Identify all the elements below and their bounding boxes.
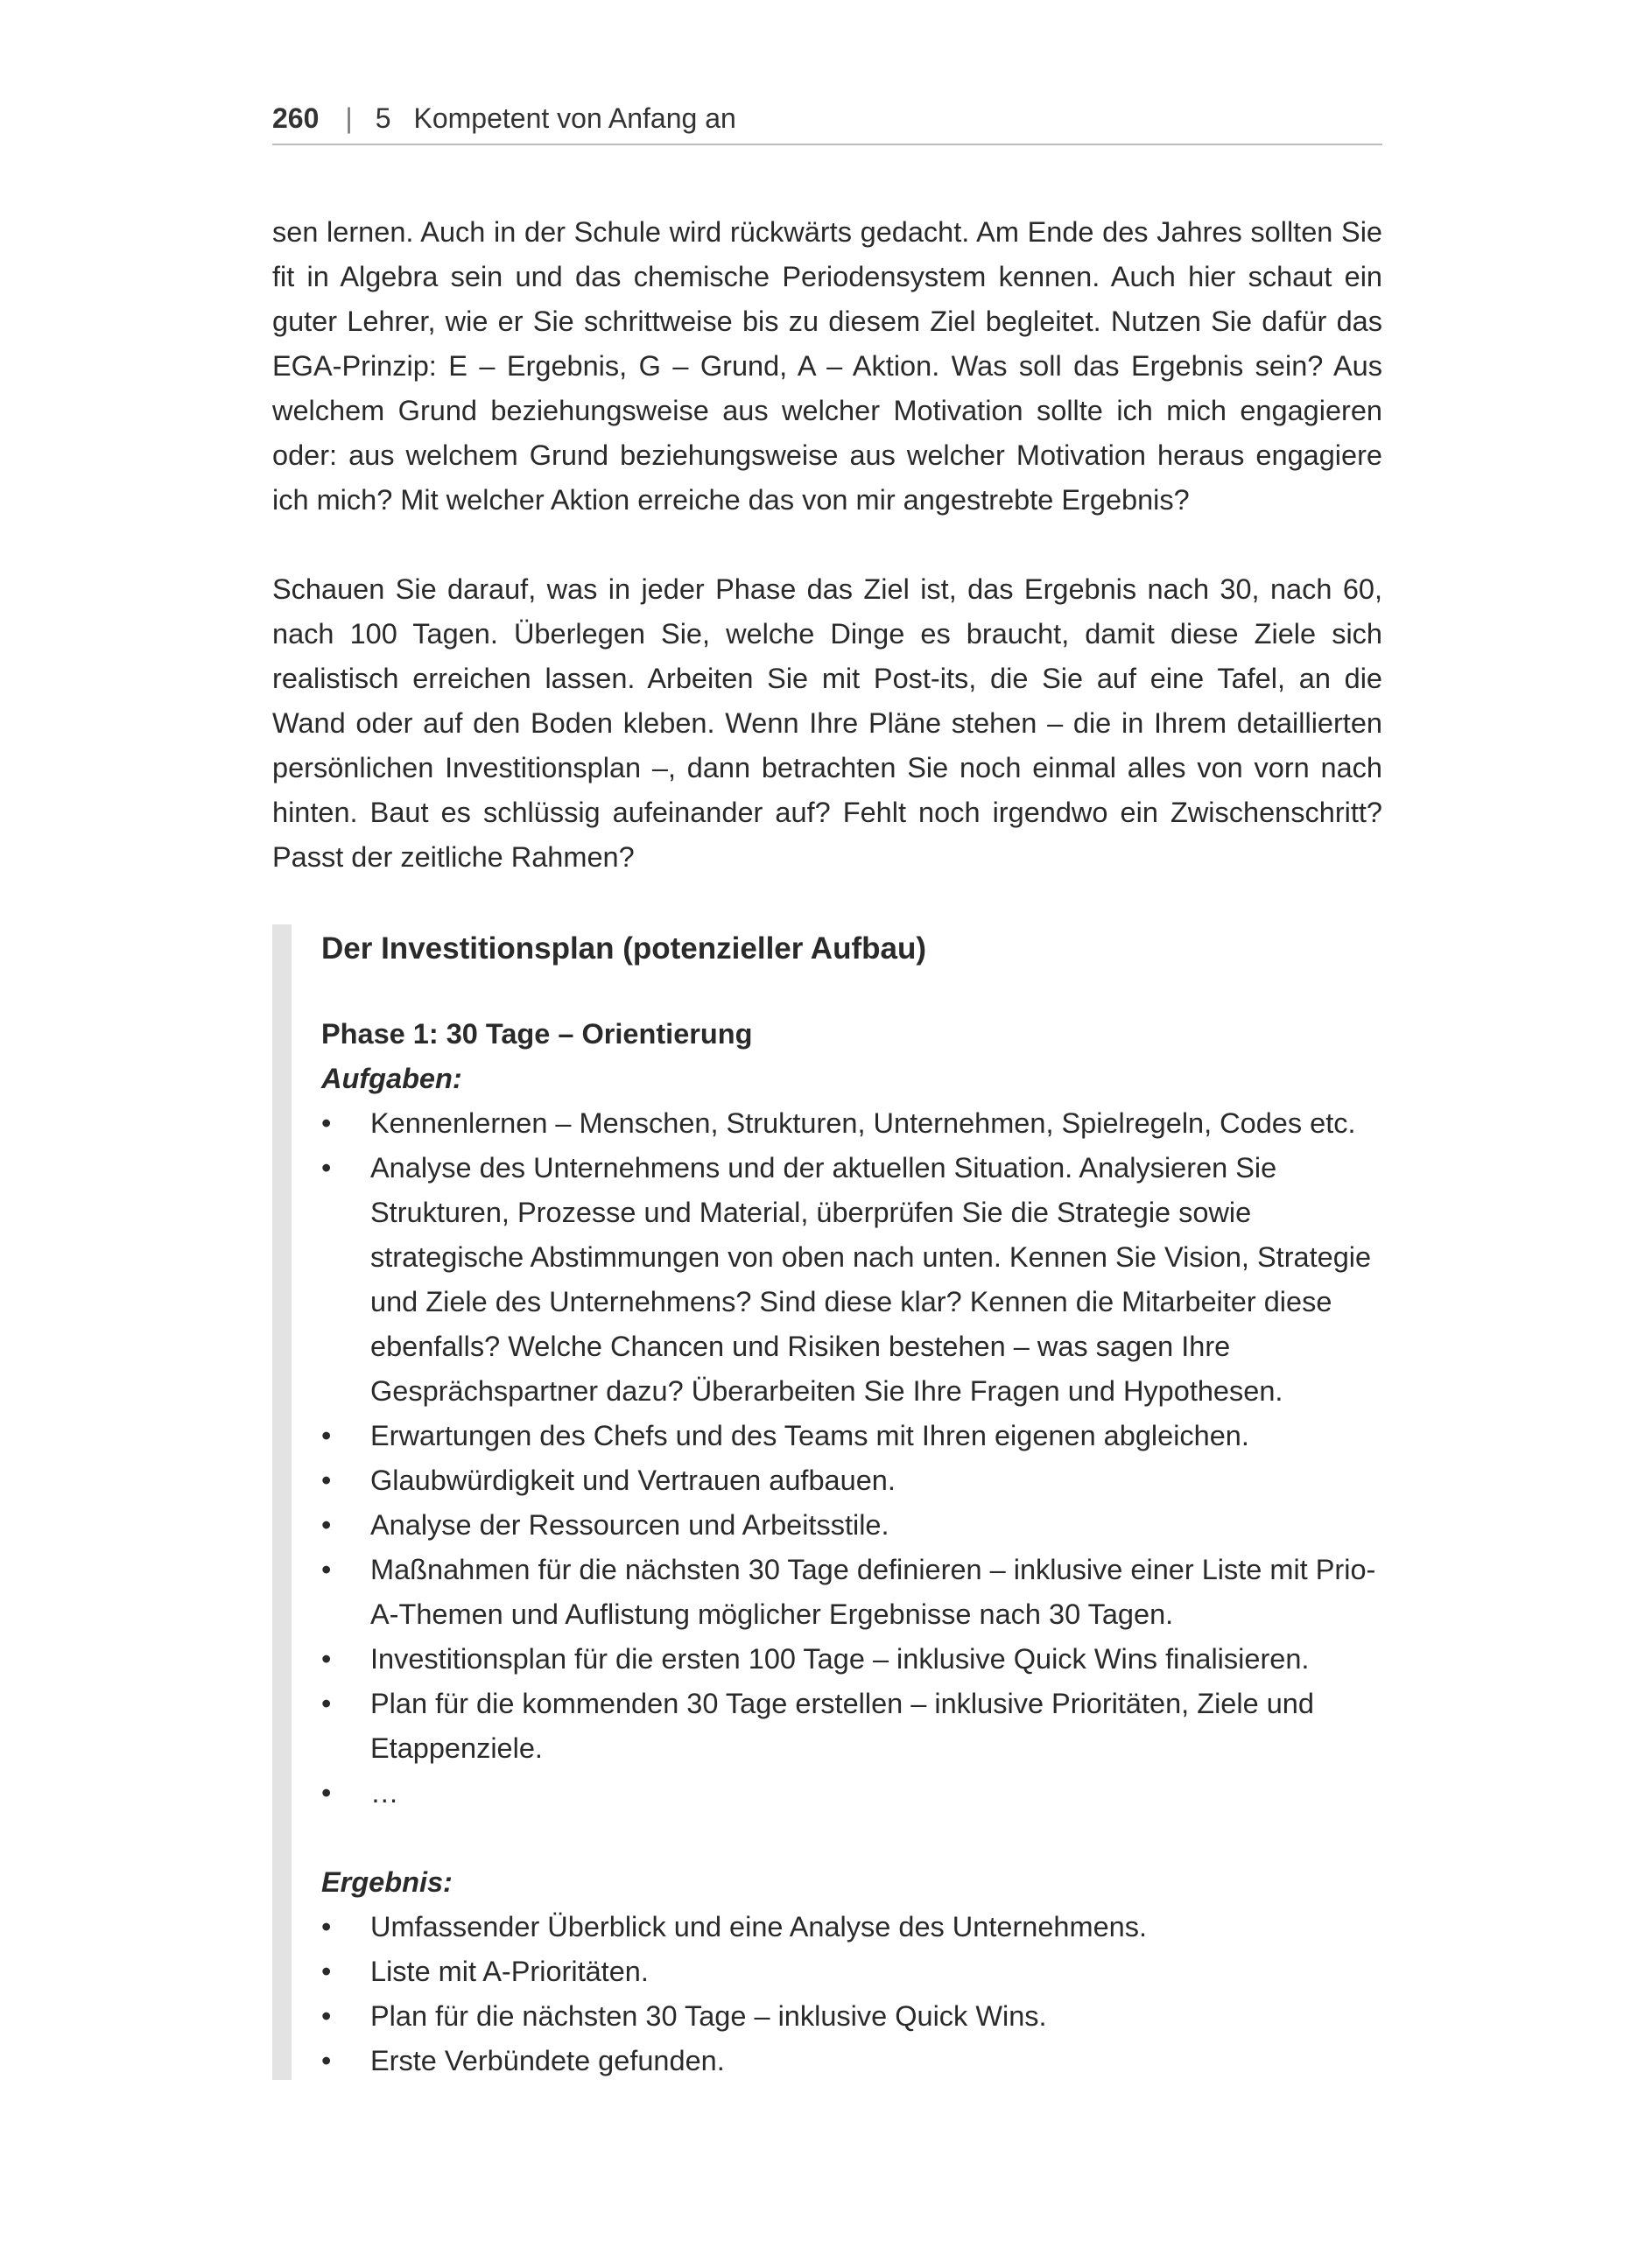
- task-item-text: Kennenlernen – Menschen, Strukturen, Unternehmen, Spielregeln, Codes etc.: [370, 1107, 1356, 1139]
- bullet-icon: •: [321, 1509, 332, 1541]
- investment-plan-box: [272, 924, 1382, 2080]
- results-list: [321, 1905, 1382, 2083]
- tasks-label: Aufgaben:: [321, 1063, 462, 1094]
- result-item: [321, 1905, 1382, 1949]
- spacer: [321, 1816, 1382, 1860]
- bullet-icon: •: [321, 1420, 332, 1451]
- bullet-icon: •: [321, 1465, 332, 1496]
- bullet-icon: •: [321, 1688, 332, 1719]
- task-item: [321, 1682, 1382, 1771]
- bullet-icon: •: [321, 1911, 332, 1942]
- results-label: Ergebnis:: [321, 1866, 453, 1898]
- bullet-icon: •: [321, 1107, 332, 1139]
- task-item: [321, 1548, 1382, 1637]
- bullet-icon: •: [321, 1554, 332, 1585]
- header-separator: |: [345, 102, 353, 134]
- result-item-text: Plan für die nächsten 30 Tage – inklusive Quick Wins.: [370, 2000, 1047, 2032]
- task-item: [321, 1503, 1382, 1548]
- chapter-title: Kompetent von Anfang an: [413, 102, 736, 134]
- task-item: [321, 1414, 1382, 1458]
- bullet-icon: •: [321, 2045, 332, 2076]
- box-side-bar: [272, 924, 292, 2080]
- task-item: [321, 1771, 1382, 1816]
- chapter-number: 5: [375, 102, 391, 134]
- page-number: 260: [272, 102, 320, 134]
- task-item-text: Investitionsplan für die ersten 100 Tage – inklusive Quick Wins finalisieren.: [370, 1643, 1310, 1675]
- box-title: Der Investitionsplan (potenzieller Aufbau): [321, 931, 926, 966]
- result-item: [321, 1994, 1382, 2039]
- bullet-icon: •: [321, 1956, 332, 1987]
- bullet-icon: •: [321, 1643, 332, 1675]
- bullet-icon: •: [321, 1777, 332, 1809]
- task-item-text: Glaubwürdigkeit und Vertrauen aufbauen.: [370, 1465, 896, 1496]
- running-header: [272, 98, 1382, 145]
- task-item-text: Analyse des Unternehmens und der aktuellen Situation. Analysieren Sie Strukturen, Prozesse und Material, überprüfen Sie die Strategie sowie strategische Abstimmungen von oben nach unten. Kennen Sie Vision, Strategie und Ziele des Unternehmens? Sind diese klar? Kennen die Mitarbeiter diese ebenfalls? Welche Chancen und Risiken bestehen – was sagen Ihre Gesprächspartner dazu? Überarbeiten Sie Ihre Fragen und Hypothesen.: [370, 1152, 1372, 1407]
- task-item-text: Analyse der Ressourcen und Arbeitsstile.: [370, 1509, 889, 1541]
- result-item-text: Liste mit A-Prioritäten.: [370, 1956, 649, 1987]
- result-item-text: Erste Verbündete gefunden.: [370, 2045, 725, 2076]
- phase-title: Phase 1: 30 Tage – Orientierung: [321, 1018, 753, 1050]
- result-item: [321, 1949, 1382, 1994]
- task-item-text: Plan für die kommenden 30 Tage erstellen – inklusive Prioritäten, Ziele und Etappenziele.: [370, 1688, 1314, 1764]
- tasks-list: [321, 1101, 1382, 1816]
- task-item-text: …: [370, 1777, 399, 1809]
- result-item: [321, 2039, 1382, 2083]
- body-paragraph-1: sen lernen. Auch in der Schule wird rückwärts gedacht. Am Ende des Jahres sollten Sie fit in Algebra sein und das chemische Periodensystem kennen. Auch hier schaut ein guter Lehrer, wie er Sie schrittweise bis zu diesem Ziel begleitet. Nutzen Sie dafür das EGA-Prinzip: E – Ergebnis, G – Grund, A – Aktion. Was soll das Ergebnis sein? Aus welchem Grund beziehungsweise aus welcher Motivation sollte ich mich engagieren oder: aus welchem Grund beziehungsweise aus welcher Motivation heraus engagiere ich mich? Mit welcher Aktion erreiche das von mir angestrebte Ergebnis?: [272, 216, 1382, 516]
- body-paragraph-2: Schauen Sie darauf, was in jeder Phase das Ziel ist, das Ergebnis nach 30, nach 60, nach 100 Tagen. Überlegen Sie, welche Dinge es braucht, damit diese Ziele sich realistisch erreichen lassen. Arbeiten Sie mit Post-its, die Sie auf eine Tafel, an die Wand oder auf den Boden kleben. Wenn Ihre Pläne stehen – die in Ihrem detaillierten persönlichen Investitionsplan –, dann betrachten Sie noch einmal alles von vorn nach hinten. Baut es schlüssig aufeinander auf? Fehlt noch irgendwo ein Zwischenschritt? Passt der zeitliche Rahmen?: [272, 573, 1382, 873]
- task-item: [321, 1458, 1382, 1503]
- task-item: [321, 1637, 1382, 1682]
- task-item: [321, 1101, 1382, 1146]
- task-item-text: Maßnahmen für die nächsten 30 Tage definieren – inklusive einer Liste mit Prio-A-Themen und Auflistung möglicher Ergebnisse nach 30 Tagen.: [370, 1554, 1376, 1630]
- task-item-text: Erwartungen des Chefs und des Teams mit Ihren eigenen abgleichen.: [370, 1420, 1249, 1451]
- task-item: [321, 1146, 1382, 1414]
- bullet-icon: •: [321, 1152, 332, 1184]
- box-content: [321, 924, 1382, 2083]
- result-item-text: Umfassender Überblick und eine Analyse des Unternehmens.: [370, 1911, 1148, 1942]
- bullet-icon: •: [321, 2000, 332, 2032]
